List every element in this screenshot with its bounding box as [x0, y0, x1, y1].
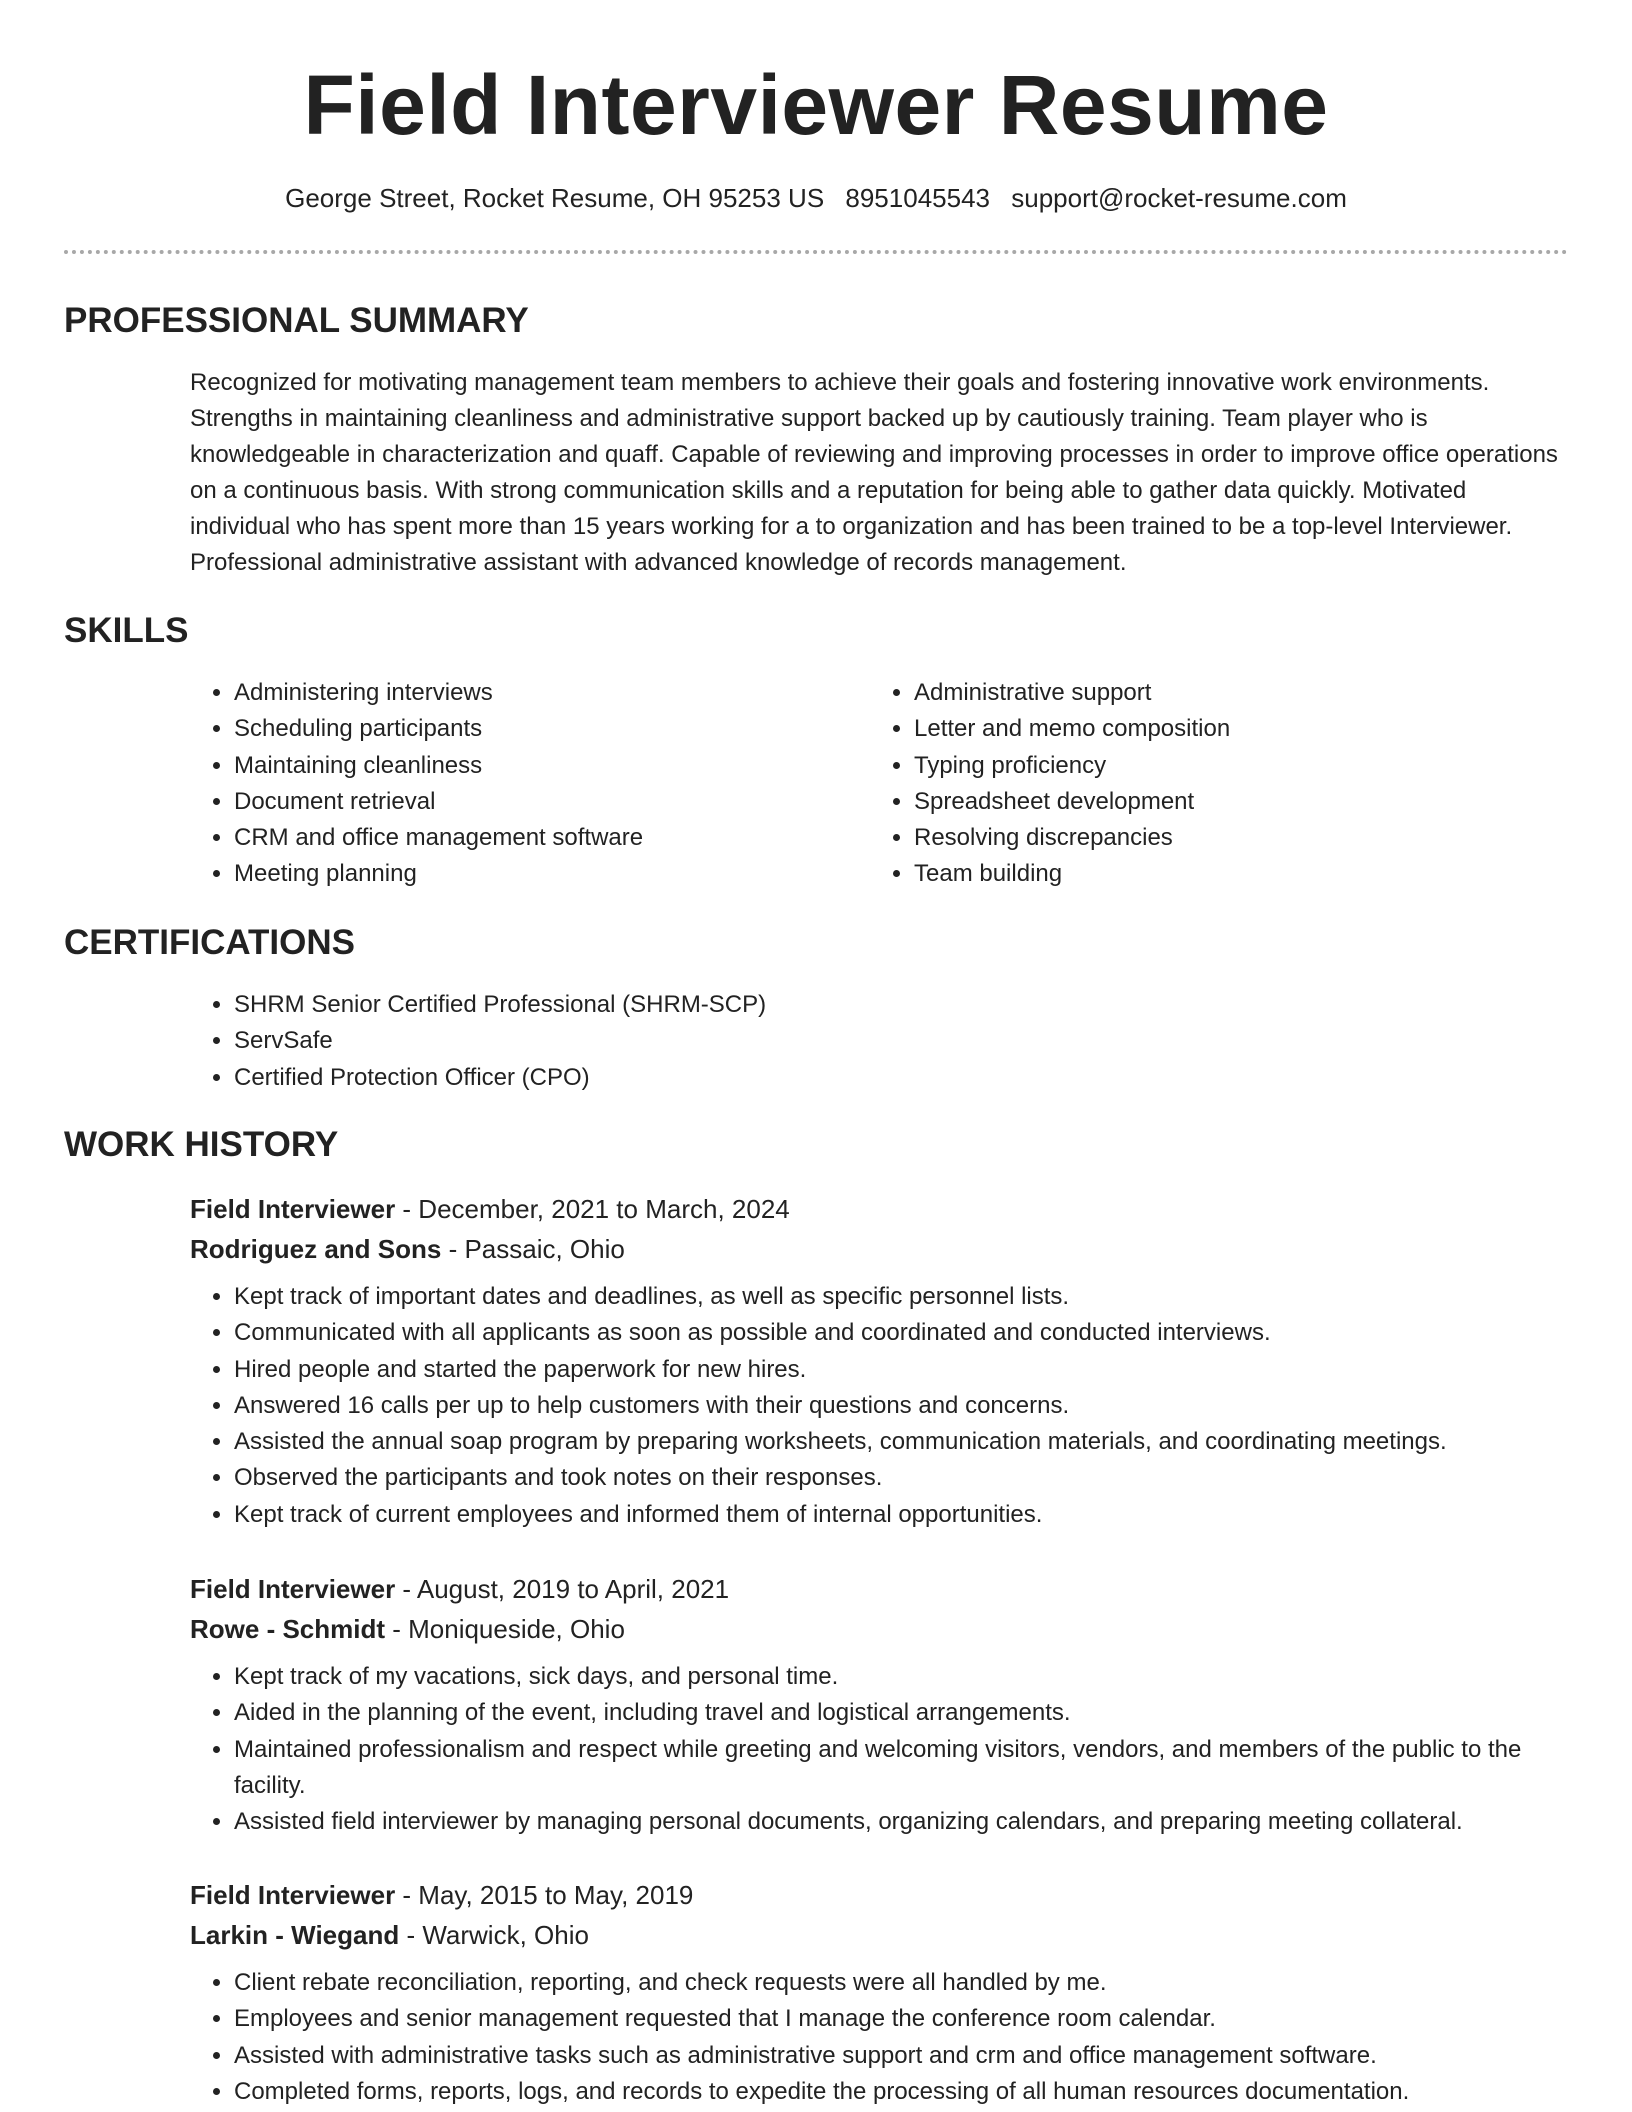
list-item: • Typing proficiency — [914, 748, 1530, 784]
list-item: • Spreadsheet development — [914, 784, 1530, 820]
list-item: • Hired people and started the paperwork for new hires. — [234, 1352, 1570, 1388]
list-item: • Administering interviews — [234, 675, 830, 711]
list-item: • Kept track of important dates and deadlines, as well as specific personnel lists. — [234, 1279, 1570, 1315]
job-entry-1 — [190, 1189, 1570, 1533]
list-item: • Communicated with all applicants as soon as possible and coordinated and conducted interviews. — [234, 1315, 1570, 1351]
list-item: • Aided in the planning of the event, including travel and logistical arrangements. — [234, 1695, 1570, 1731]
job-bullets — [190, 1965, 1570, 2110]
list-item: • Kept track of current employees and informed them of internal opportunities. — [234, 1497, 1570, 1533]
job-dates: - May, 2015 to May, 2019 — [395, 1880, 694, 1910]
resume-title: Field Interviewer Resume — [303, 58, 1329, 152]
contact-phone: 8951045543 — [845, 183, 990, 213]
job-location: - Passaic, Ohio — [441, 1234, 625, 1264]
job-title-line — [190, 1569, 1570, 1609]
skills-list-right — [870, 675, 1530, 893]
job-dates: - December, 2021 to March, 2024 — [395, 1194, 790, 1224]
list-item: • Observed the participants and took notes on their responses. — [234, 1460, 1570, 1496]
section-title-summary: PROFESSIONAL SUMMARY — [64, 301, 529, 340]
list-item: • Assisted field interviewer by managing personal documents, organizing calendars, and preparing meeting collateral. — [234, 1804, 1570, 1840]
job-company: Larkin - Wiegand — [190, 1920, 400, 1950]
certifications-list — [190, 987, 1490, 1096]
list-item: • Team building — [914, 856, 1530, 892]
certifications-bullets — [190, 987, 1490, 1096]
job-company: Rowe - Schmidt — [190, 1614, 386, 1644]
list-item: • Document retrieval — [234, 784, 830, 820]
skills-list-left — [190, 675, 830, 893]
job-title-line — [190, 1875, 1570, 1915]
contact-email: support@rocket-resume.com — [1011, 183, 1347, 213]
list-item: • Answered 16 calls per up to help customers with their questions and concerns. — [234, 1388, 1570, 1424]
header-divider — [64, 250, 1568, 254]
list-item: • Letter and memo composition — [914, 711, 1530, 747]
skills-column-left — [190, 675, 830, 893]
list-item: • Resolving discrepancies — [914, 820, 1530, 856]
list-item: • Employees and senior management requested that I manage the conference room calendar. — [234, 2001, 1570, 2037]
job-title: Field Interviewer — [190, 1574, 396, 1604]
list-item: • Scheduling participants — [234, 711, 830, 747]
job-title-line — [190, 1189, 1570, 1229]
job-entry-3 — [190, 1875, 1570, 2110]
summary-text: Recognized for motivating management team members to achieve their goals and fostering innovative work environments. Strengths in maintaining cleanliness and administrative support backed up by cautiously training. Team player who is knowledgeable in characterization and quaff. Capable of reviewing and improving processes in order to improve office operations on a continuous basis. With strong communication skills and a reputation for being able to gather data quickly. Motivated individual who has spent more than 15 years working for a to organization and has been trained to be a top-level Interviewer. Professional administrative assistant with advanced knowledge of records management. — [190, 369, 1558, 576]
job-dates: - August, 2019 to April, 2021 — [395, 1574, 730, 1604]
contact-info — [0, 178, 1632, 218]
job-company-line — [190, 1915, 1570, 1955]
section-title-certifications: CERTIFICATIONS — [64, 923, 356, 962]
list-item: • Completed forms, reports, logs, and records to expedite the processing of all human resources documentation. — [234, 2074, 1570, 2110]
list-item: • Administrative support — [914, 675, 1530, 711]
list-item: • SHRM Senior Certified Professional (SHRM-SCP) — [234, 987, 1490, 1023]
list-item: • Kept track of my vacations, sick days, and personal time. — [234, 1659, 1570, 1695]
job-title: Field Interviewer — [190, 1880, 396, 1910]
contact-address: George Street, Rocket Resume, OH 95253 US — [285, 183, 825, 213]
job-company-line — [190, 1229, 1570, 1269]
list-item: • Assisted with administrative tasks such as administrative support and crm and office management software. — [234, 2038, 1570, 2074]
job-location: - Warwick, Ohio — [399, 1920, 589, 1950]
list-item: • Assisted the annual soap program by preparing worksheets, communication materials, and coordinating meetings. — [234, 1424, 1570, 1460]
list-item: • Certified Protection Officer (CPO) — [234, 1060, 1490, 1096]
list-item: • Maintaining cleanliness — [234, 748, 830, 784]
skills-column-right — [870, 675, 1530, 893]
section-title-work-history: WORK HISTORY — [64, 1125, 339, 1164]
job-bullets — [190, 1659, 1570, 1840]
list-item: • ServSafe — [234, 1023, 1490, 1059]
job-title: Field Interviewer — [190, 1194, 396, 1224]
list-item: • Meeting planning — [234, 856, 830, 892]
job-location: - Moniqueside, Ohio — [385, 1614, 625, 1644]
job-company: Rodriguez and Sons — [190, 1234, 442, 1264]
job-company-line — [190, 1609, 1570, 1649]
list-item: • Client rebate reconciliation, reporting, and check requests were all handled by me. — [234, 1965, 1570, 2001]
job-bullets — [190, 1279, 1570, 1533]
list-item: • CRM and office management software — [234, 820, 830, 856]
section-title-skills: SKILLS — [64, 611, 189, 650]
job-entry-2 — [190, 1569, 1570, 1840]
list-item: • Maintained professionalism and respect while greeting and welcoming visitors, vendors, and members of the public to the facility. — [234, 1732, 1570, 1805]
